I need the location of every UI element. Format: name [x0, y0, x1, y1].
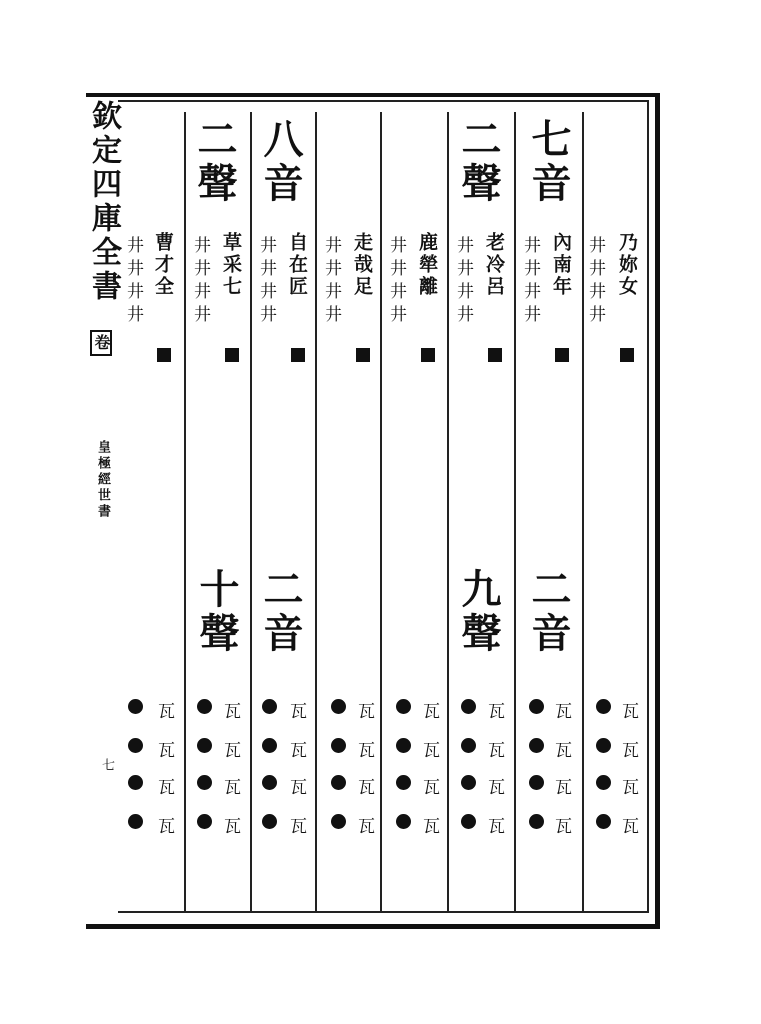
bottom-char: 瓦 [158, 702, 175, 722]
column-4-sub: 井井井井 [386, 236, 406, 328]
dot-mark [128, 775, 143, 790]
column-3-marker [488, 348, 502, 362]
dot-mark [128, 738, 143, 753]
bottom-char: 瓦 [488, 778, 505, 798]
column-2-sub: 井井井井 [520, 236, 540, 328]
bottom-char: 瓦 [423, 778, 440, 798]
column-4-marker [421, 348, 435, 362]
page-number: 七 [99, 758, 114, 773]
column-3-top-chars: 老冷呂 [483, 232, 505, 298]
bottom-char: 瓦 [622, 817, 639, 837]
bottom-char: 瓦 [358, 702, 375, 722]
dot-mark [197, 814, 212, 829]
dot-mark [197, 699, 212, 714]
bottom-char: 瓦 [158, 741, 175, 761]
dot-mark [396, 814, 411, 829]
dot-mark [331, 814, 346, 829]
bottom-char: 瓦 [622, 778, 639, 798]
column-7-marker [225, 348, 239, 362]
column-1-marker [620, 348, 634, 362]
column-7-top-chars: 草采七 [220, 232, 242, 298]
column-7-sub: 井井井井 [190, 236, 210, 328]
column-5-marker [356, 348, 370, 362]
column-divider [582, 112, 584, 912]
column-divider [315, 112, 317, 912]
bottom-char: 瓦 [224, 741, 241, 761]
dot-mark [461, 699, 476, 714]
bottom-char: 瓦 [423, 741, 440, 761]
column-7-heading-bottom: 十聲 [193, 568, 240, 656]
column-6-heading-bottom: 二音 [257, 568, 304, 656]
column-6-marker [291, 348, 305, 362]
column-divider [184, 112, 186, 912]
bottom-char: 瓦 [358, 817, 375, 837]
dot-mark [262, 699, 277, 714]
dot-mark [128, 699, 143, 714]
dot-mark [529, 738, 544, 753]
column-divider [447, 112, 449, 912]
dot-mark [396, 699, 411, 714]
column-2-heading-bottom: 二音 [525, 568, 572, 656]
dot-mark [461, 775, 476, 790]
bottom-char: 瓦 [158, 778, 175, 798]
column-1-sub: 井井井井 [585, 236, 605, 328]
bottom-char: 瓦 [555, 778, 572, 798]
bottom-char: 瓦 [423, 702, 440, 722]
dot-mark [262, 775, 277, 790]
dot-mark [396, 775, 411, 790]
dot-mark [262, 814, 277, 829]
bottom-char: 瓦 [488, 702, 505, 722]
dot-mark [331, 775, 346, 790]
bottom-char: 瓦 [358, 778, 375, 798]
bottom-char: 瓦 [224, 817, 241, 837]
column-7-heading-top: 二聲 [191, 118, 238, 206]
dot-mark [461, 814, 476, 829]
bottom-char: 瓦 [290, 778, 307, 798]
column-3-sub: 井井井井 [453, 236, 473, 328]
bottom-char: 瓦 [290, 817, 307, 837]
dot-mark [331, 738, 346, 753]
column-5-top-chars: 走哉足 [351, 232, 373, 298]
column-5-sub: 井井井井 [321, 236, 341, 328]
column-2-marker [555, 348, 569, 362]
dot-mark [596, 699, 611, 714]
bottom-char: 瓦 [290, 702, 307, 722]
column-divider [250, 112, 252, 912]
dot-mark [396, 738, 411, 753]
dot-mark [197, 738, 212, 753]
column-6-heading-top: 八音 [257, 118, 304, 206]
dot-mark [128, 814, 143, 829]
dot-mark [461, 738, 476, 753]
column-8-marker [157, 348, 171, 362]
bottom-char: 瓦 [358, 741, 375, 761]
dot-mark [596, 814, 611, 829]
column-8-sub: 井井井井 [123, 236, 143, 328]
column-divider [380, 112, 382, 912]
column-6-top-chars: 自在匠 [286, 232, 308, 298]
bottom-char: 瓦 [622, 702, 639, 722]
bottom-char: 瓦 [158, 817, 175, 837]
dot-mark [596, 738, 611, 753]
dot-mark [529, 699, 544, 714]
bottom-char: 瓦 [290, 741, 307, 761]
bottom-char: 瓦 [423, 817, 440, 837]
column-3-heading-bottom: 九聲 [455, 568, 502, 656]
bottom-char: 瓦 [488, 817, 505, 837]
bottom-char: 瓦 [488, 741, 505, 761]
column-6-sub: 井井井井 [256, 236, 276, 328]
column-4-top-chars: 鹿犖離 [416, 232, 438, 298]
dot-mark [529, 814, 544, 829]
bottom-char: 瓦 [555, 702, 572, 722]
bottom-char: 瓦 [555, 817, 572, 837]
dot-mark [596, 775, 611, 790]
bottom-char: 瓦 [224, 702, 241, 722]
bottom-char: 瓦 [555, 741, 572, 761]
column-3-heading-top: 二聲 [455, 118, 502, 206]
column-1-top-chars: 乃妳女 [616, 232, 638, 298]
dot-mark [529, 775, 544, 790]
bottom-char: 瓦 [224, 778, 241, 798]
column-2-top-chars: 內南年 [550, 232, 572, 298]
dot-mark [197, 775, 212, 790]
book-title: 皇極經世書 [95, 440, 110, 520]
column-8-top-chars: 曹才全 [152, 232, 174, 298]
volume-label: 卷 [90, 330, 112, 356]
dot-mark [262, 738, 277, 753]
column-2-heading-top: 七音 [525, 118, 572, 206]
collection-title: 欽定四庫全書 [86, 100, 121, 304]
bottom-char: 瓦 [622, 741, 639, 761]
dot-mark [331, 699, 346, 714]
column-divider [514, 112, 516, 912]
